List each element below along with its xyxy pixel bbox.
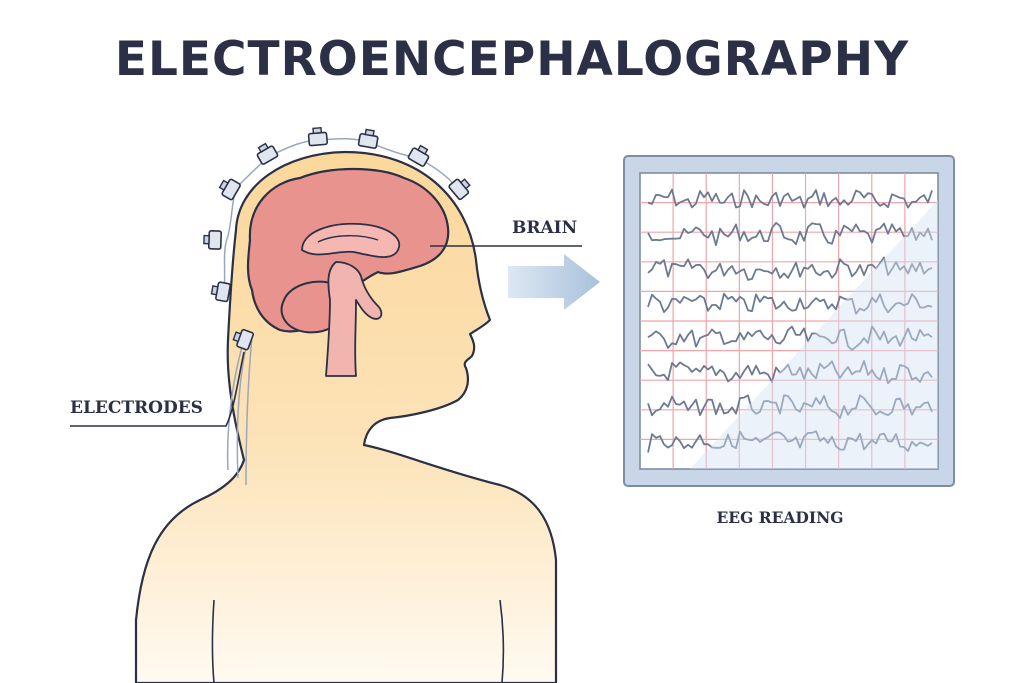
electrode-icon [211, 281, 231, 302]
electrode-icon [308, 127, 327, 146]
arrow-icon [508, 254, 600, 310]
eeg-monitor [624, 156, 954, 486]
page-title: ELECTROENCEPHALOGRAPHY [114, 32, 910, 87]
brain-label: BRAIN [512, 218, 578, 238]
electrode-icon [358, 129, 379, 149]
electrode-icon [448, 175, 473, 200]
electrode-icon [254, 141, 278, 165]
electrode-icon [217, 176, 241, 200]
electrode-icon [204, 231, 222, 250]
electrodes-label: ELECTRODES [70, 398, 203, 418]
eeg-reading-caption: EEG READING [716, 508, 844, 527]
